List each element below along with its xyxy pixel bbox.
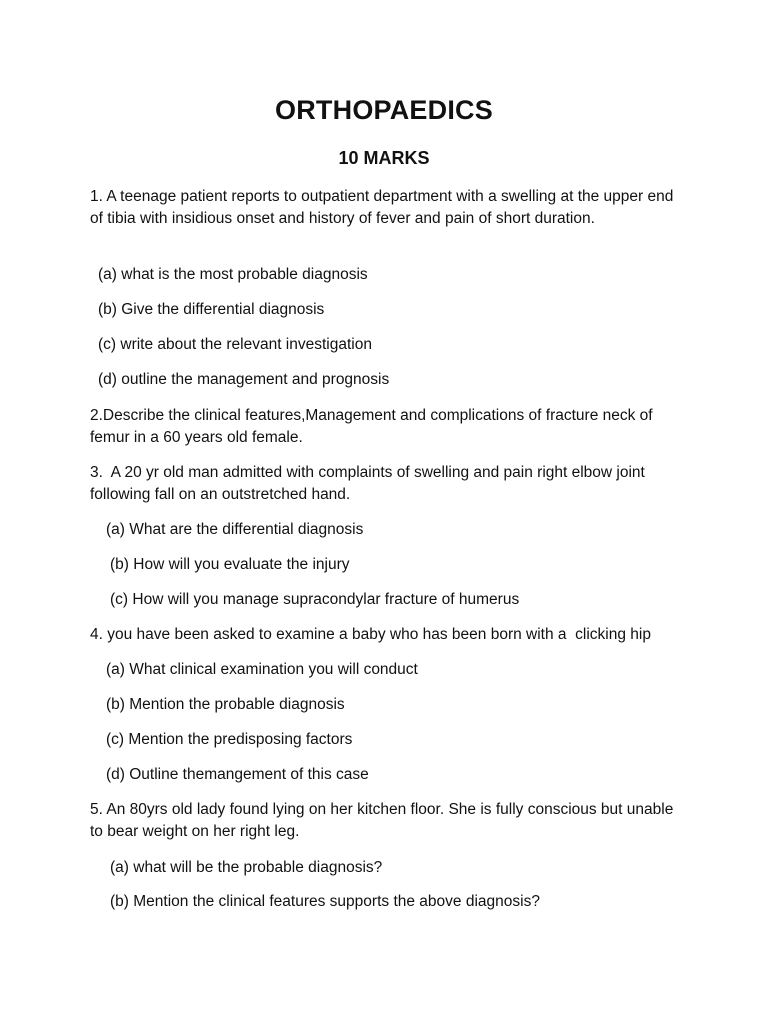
question-3-part-b: (b) How will you evaluate the injury xyxy=(110,556,350,573)
question-5-part-a: (a) what will be the probable diagnosis? xyxy=(110,859,383,876)
question-3: 3. A 20 yr old man admitted with complaints of swelling and pain right elbow joint following fall on an outstretched hand. xyxy=(90,464,650,503)
question-1-part-d: (d) outline the management and prognosis xyxy=(98,371,390,388)
question-4-part-c: (c) Mention the predisposing factors xyxy=(106,731,353,748)
document-title: ORTHOPAEDICS xyxy=(275,95,493,125)
section-heading: 10 MARKS xyxy=(338,148,430,168)
question-4-part-a: (a) What clinical examination you will conduct xyxy=(106,661,418,678)
question-2: 2.Describe the clinical features,Management and complications of fracture neck of femur in a 60 years old female. xyxy=(90,407,657,446)
question-1-part-b: (b) Give the differential diagnosis xyxy=(98,301,325,318)
question-5-part-b: (b) Mention the clinical features supports the above diagnosis? xyxy=(110,893,540,910)
question-3-part-a: (a) What are the differential diagnosis xyxy=(106,521,364,538)
question-1-part-a: (a) what is the most probable diagnosis xyxy=(98,266,368,283)
question-4-part-d: (d) Outline themangement of this case xyxy=(106,766,369,783)
question-3-part-c: (c) How will you manage supracondylar fracture of humerus xyxy=(110,591,520,608)
question-1-part-c: (c) write about the relevant investigation xyxy=(98,336,372,353)
question-4-part-b: (b) Mention the probable diagnosis xyxy=(106,696,345,713)
question-5: 5. An 80yrs old lady found lying on her kitchen floor. She is fully conscious but unable to bear weight on her right leg. xyxy=(90,801,678,840)
question-1: 1. A teenage patient reports to outpatient department with a swelling at the upper end of tibia with insidious onset and history of fever and pain of short duration. xyxy=(90,188,678,227)
question-4: 4. you have been asked to examine a baby who has been born with a clicking hip xyxy=(90,626,651,643)
